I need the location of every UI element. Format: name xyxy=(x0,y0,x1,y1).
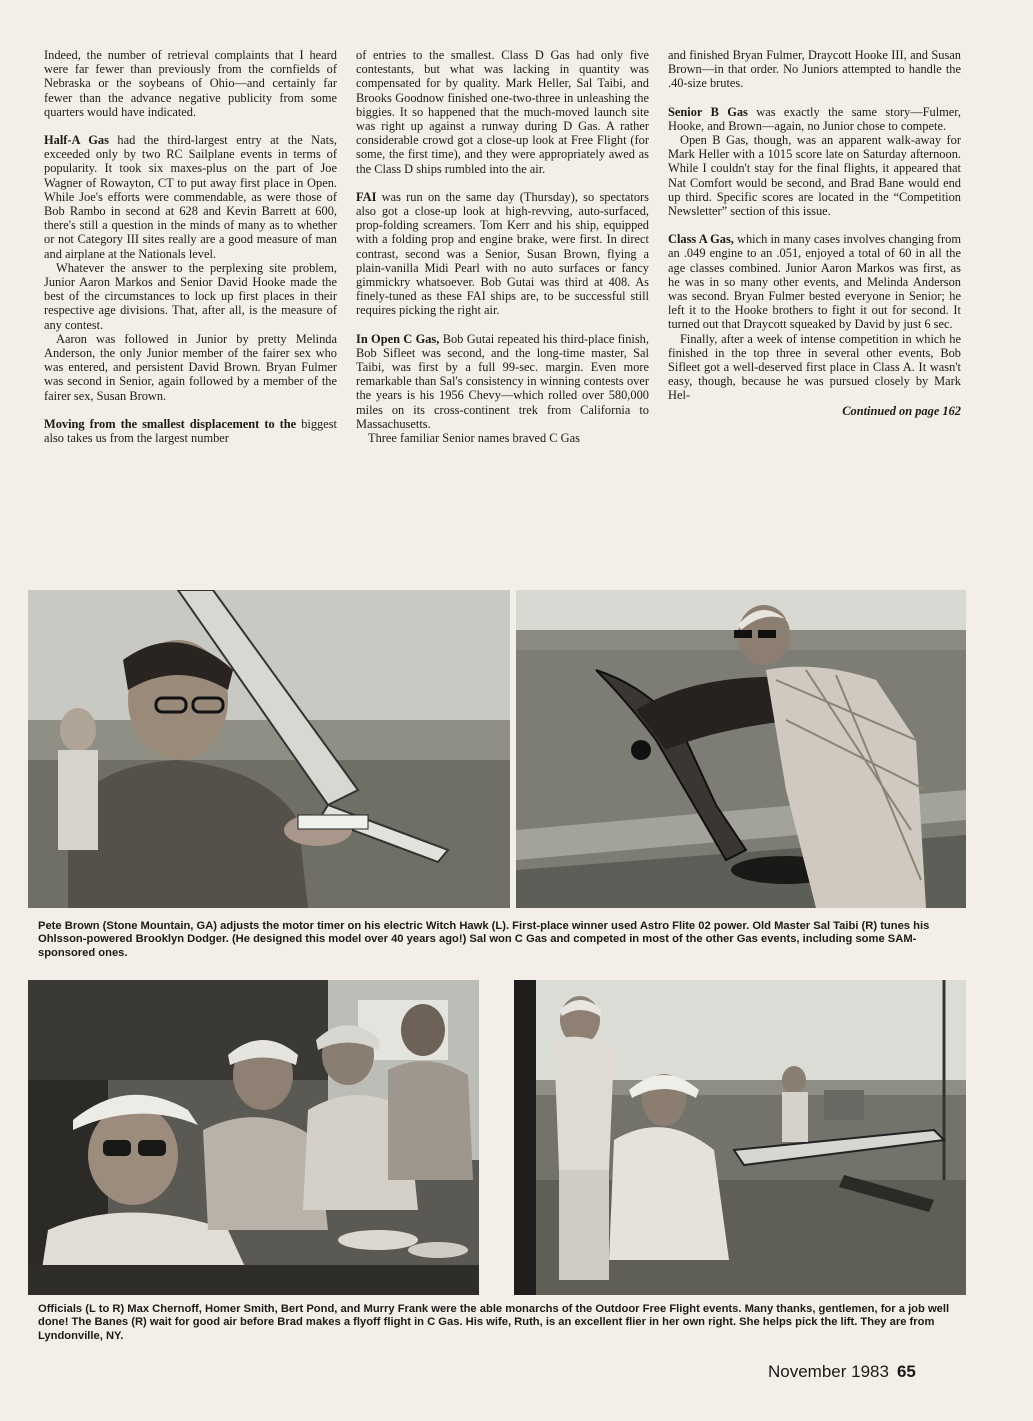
photo-sal-taibi-brooklyn-dodger xyxy=(516,590,966,908)
section-lead: Senior B Gas xyxy=(668,104,748,119)
photo-caption-bottom: Officials (L to R) Max Chernoff, Homer Smith, Bert Pond, and Murry Frank were the able monarchs of the Outdoor Free Flight events. Many thanks, gentlemen, for a job well done! The Banes (R) wait for good air before Brad makes a flyoff flight in C Gas. His wife, Ruth, is an excellent flier in her own right. She helps pick the lift. They are from Lyndonville, NY. xyxy=(38,1303,950,1342)
paragraph: Half-A Gas had the third-largest entry at the Nats, exceeded only by two RC Sailplane events in terms of popularity. It took six maxes-plus on the part of Joe Wagner of Rowayton, CT to put away first place in Open. While Joe's efforts were commendable, as were those of Bob Rambo in second at 628 and Kevin Barrett at 600, there's still a question in the minds of many as to whether or not Category III sites really are a good measure of man and airplane at the Nationals level. xyxy=(44,133,337,261)
photo-the-banes xyxy=(514,980,966,1295)
paragraph: Indeed, the number of retrieval complaints that I heard were far fewer than previously from the cornfields of Nebraska or the soybeans of Ohio—and certainly far fewer than the advance negative publicity from some quarters would have indicated. xyxy=(44,48,337,119)
article-column-1 xyxy=(44,48,337,445)
paragraph: Senior B Gas was exactly the same story—Fulmer, Hooke, and Brown—again, no Junior chose to compete. xyxy=(668,104,962,133)
photo-pete-brown-witch-hawk xyxy=(28,590,510,908)
article-column-2 xyxy=(356,48,649,445)
photo-caption-top: Pete Brown (Stone Mountain, GA) adjusts the motor timer on his electric Witch Hawk (L). First-place winner used Astro Flite 02 power. Old Master Sal Taibi (R) tunes his Ohlsson-powered Brooklyn Dodger. (He designed this model over 40 years ago!) Sal won C Gas and competed in most of the other Gas events, including some SAM-sponsored ones. xyxy=(38,920,930,959)
paragraph: Finally, after a week of intense competition in which he finished in the top three in several other events, Bob Sifleet got a well-deserved first place in Class A. It wasn't easy, though, because he was pursued closely by Mark Hel- xyxy=(668,331,961,403)
photo-officials xyxy=(28,980,479,1295)
section-lead: FAI xyxy=(356,189,377,204)
paragraph: Whatever the answer to the perplexing site problem, Junior Aaron Markos and Senior David Hooke made the best of the circumstances to lock up first places in their respective age divisions. That, after all, is the measure of any contest. xyxy=(44,260,337,332)
paragraph: Class A Gas, which in many cases involves changing from an .049 engine to an .051, enjoyed a total of 60 in all the age classes combined. Junior Aaron Markos was first, as he was in so many other events, and Melinda Anderson was second. Bryan Fulmer bested everyone in Senior; he left it to the Hooke brothers to fight it out for second. It turned out that Draycott squeaked by David by just 6 sec. xyxy=(668,232,962,332)
paragraph: FAI was run on the same day (Thursday), so spectators also got a close-up look at high-revving, auto-surfaced, prop-folding screamers. Tom Kerr and his ship, equipped with a folding prop and engine brake, were first. In direct contrast, second was a Senior, Susan Brown, flying a plain-vanilla Midi Pearl with no auto surfaces or fancy gimmickry whatsoever. Bob Gutai was third at 408. As finely-tuned as these FAI ships are, to be successful still requires picking the right air. xyxy=(356,189,649,318)
page-footer xyxy=(768,1362,916,1382)
paragraph: and finished Bryan Fulmer, Draycott Hooke III, and Susan Brown—in that order. No Juniors attempted to handle the .40-size brutes. xyxy=(668,48,961,91)
continued-note: Continued on page 162 xyxy=(842,403,961,418)
section-lead: Moving from the smallest displacement to the xyxy=(44,416,297,431)
article-column-3 xyxy=(668,48,961,418)
section-lead: Class A Gas, xyxy=(668,232,734,247)
paragraph: Open B Gas, though, was an apparent walk-away for Mark Heller with a 1015 score late on Saturday afternoon. While I couldn't stay for the final flights, it appeared that Nat Comfort would be second, and Brad Bane would end up third. Specific scores are located in the “Competition Newsletter” section of this issue. xyxy=(668,133,961,219)
paragraph: In Open C Gas, Bob Gutai repeated his third-place finish, Bob Sifleet was second, and the long-time master, Sal Taibi, was first by a full 99-sec. margin. Even more remarkable than Sal's consistency in winning contests over the years is his 1956 Chevy—which rolled over 580,000 miles on its cross-continent trek from California to Massachusetts. xyxy=(356,331,649,431)
page-number: 65 xyxy=(896,1362,916,1381)
section-lead: In Open C Gas, xyxy=(356,331,440,346)
paragraph: of entries to the smallest. Class D Gas had only five contestants, but what was lacking in quantity was compensated for by quality. Mark Heller, Sal Taibi, and Brooks Goodnow finished one-two-three in unleashing the biggies. It so happened that the much-moved launch site was right up against a runway during D Gas. A rather considerable crowd got a close-up look at Free Flight (for some, the first time), and they were appropriately awed as the Class D ships rumbled into the air. xyxy=(356,48,649,176)
section-lead: Half-A Gas xyxy=(44,133,109,148)
paragraph: Moving from the smallest displacement to the biggest also takes us from the largest number xyxy=(44,416,337,446)
issue-date: November 1983 xyxy=(768,1362,889,1381)
paragraph: Aaron was followed in Junior by pretty Melinda Anderson, the only Junior member of the fairer sex who was entered, and persistent David Brown. Bryan Fulmer was second in Senior, again followed by a member of the fairer sex, Susan Brown. xyxy=(44,331,337,403)
paragraph: Three familiar Senior names braved C Gas xyxy=(368,431,580,446)
